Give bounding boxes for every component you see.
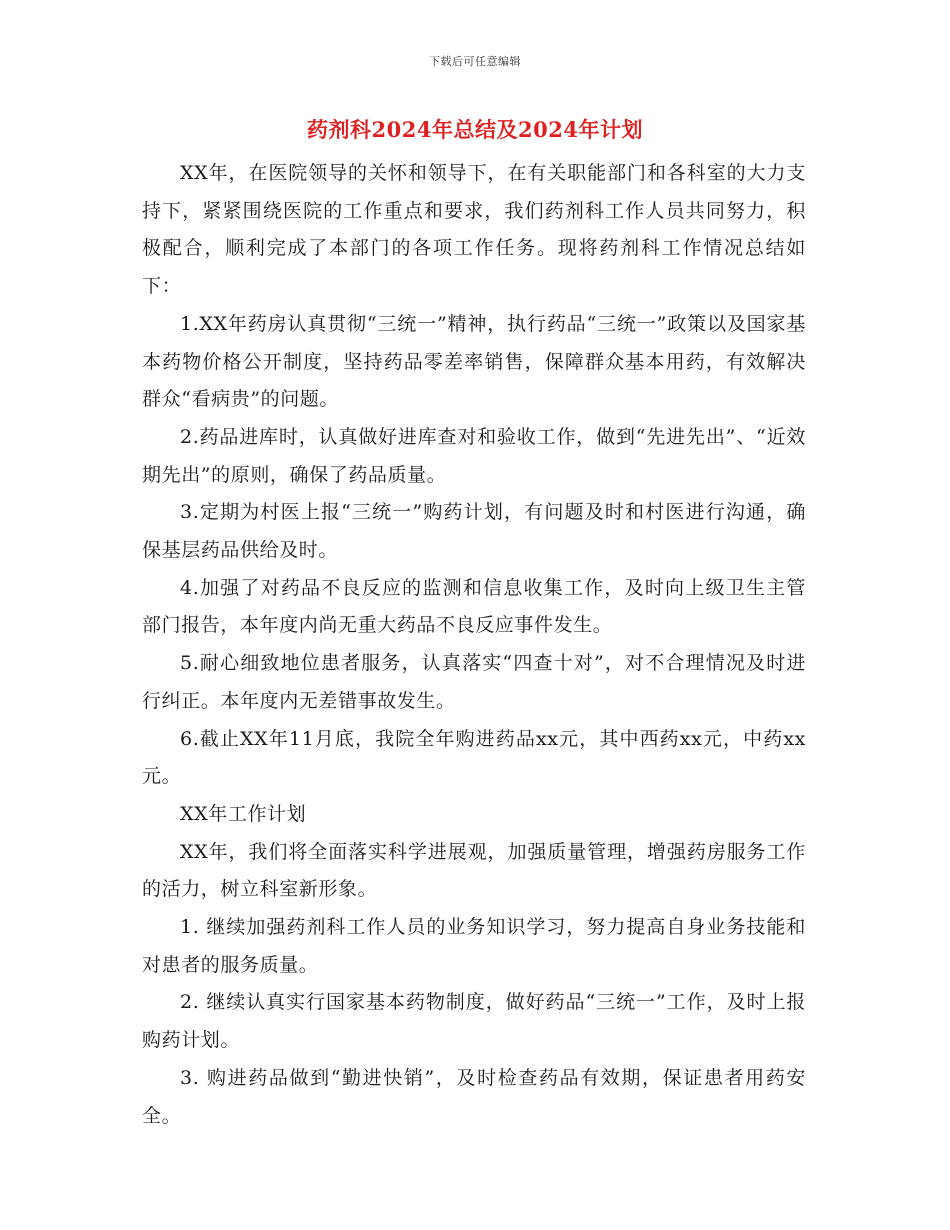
paragraph-plan-1: 1. 继续加强药剂科工作人员的业务知识学习，努力提高自身业务技能和对患者的服务质量。 bbox=[142, 916, 806, 976]
paragraph-item-4: 4.加强了对药品不良反应的监测和信息收集工作，及时向上级卫生主管部门报告，本年度内尚无重大药品不良反应事件发生。 bbox=[142, 576, 806, 637]
document-body bbox=[142, 155, 806, 1135]
paragraph-intro: XX年，在医院领导的关怀和领导下，在有关职能部门和各科室的大力支持下，紧紧围绕医院的工作重点和要求，我们药剂科工作人员共同努力，积极配合，顺利完成了本部门的各项工作任务。现将药剂科工作情况总结如下： bbox=[142, 162, 806, 298]
paragraph-plan-3: 3. 购进药品做到“勤进快销”，及时检查药品有效期，保证患者用药安全。 bbox=[142, 1066, 806, 1127]
section-heading-plan: XX年工作计划 bbox=[180, 802, 307, 825]
document-title: 药剂科2024年总结及2024年计划 bbox=[307, 117, 643, 142]
paragraph-item-3: 3.定期为村医上报“三统一”购药计划，有问题及时和村医进行沟通，确保基层药品供给及时。 bbox=[142, 501, 806, 562]
header-note: 下载后可任意编辑 bbox=[429, 55, 521, 68]
paragraph-plan-2: 2. 继续认真实行国家基本药物制度，做好药品“三统一”工作，及时上报购药计划。 bbox=[142, 991, 806, 1052]
paragraph-item-2: 2.药品进库时，认真做好进库查对和验收工作，做到“先进先出”、“近效期先出”的原则，确保了药品质量。 bbox=[142, 425, 806, 486]
paragraph-item-5: 5.耐心细致地位患者服务，认真落实“四查十对”，对不合理情况及时进行纠正。本年度内无差错事故发生。 bbox=[142, 652, 806, 712]
paragraph-item-1: 1.XX年药房认真贯彻“三统一”精神，执行药品“三统一”政策以及国家基本药物价格公开制度，坚持药品零差率销售，保障群众基本用药，有效解决群众“看病贵”的问题。 bbox=[142, 312, 806, 411]
paragraph-plan-intro: XX年，我们将全面落实科学进展观，加强质量管理，增强药房服务工作的活力，树立科室新形象。 bbox=[142, 840, 806, 901]
paragraph-item-6: 6.截止XX年11月底，我院全年购进药品xx元，其中西药xx元，中药xx元。 bbox=[142, 727, 806, 788]
